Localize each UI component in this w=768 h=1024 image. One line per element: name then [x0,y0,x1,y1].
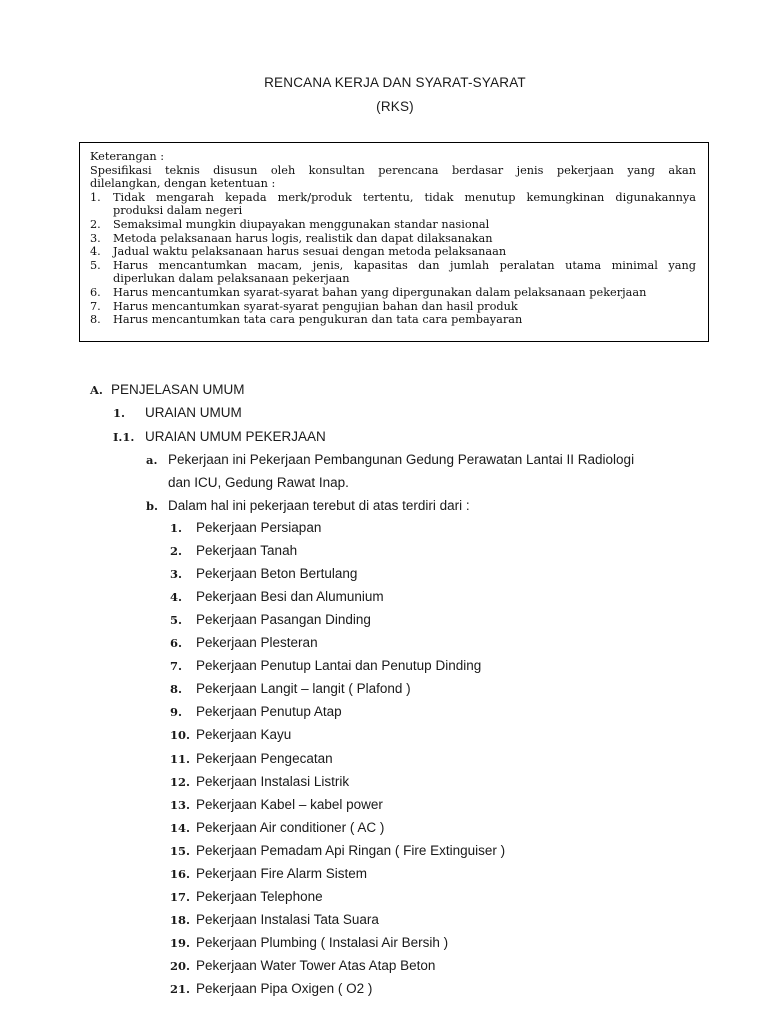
works-item-text: Pekerjaan Penutup Atap [196,704,342,720]
notes-list-item [90,300,696,314]
notes-intro-line1: Spesifikasi teknis disusun oleh konsultan perencana berdasar jenis pekerjaan yang akan [90,163,696,177]
works-item-number: 5. [170,613,183,628]
works-item-number: 7. [170,659,183,674]
works-item-text: Pekerjaan Kabel – kabel power [196,796,383,812]
works-item-number: 13. [170,797,191,812]
subsection-1-1-mark: I.1. [113,430,135,444]
works-item-text: Pekerjaan Pasangan Dinding [196,612,371,628]
works-item-text: Pekerjaan Penutup Lantai dan Penutup Dinding [196,658,482,674]
works-item-number: 14. [170,820,191,835]
subsection-1-title: URAIAN UMUM [145,405,242,420]
notes-list [90,191,696,327]
works-item-text: Pekerjaan Pipa Oxigen ( O2 ) [196,981,373,996]
works-item-text: Pekerjaan Plumbing ( Instalasi Air Bersih ) [196,934,449,950]
point-b-text: Dalam hal ini pekerjaan terebut di atas terdiri dari : [168,498,470,513]
works-item-number: 2. [170,544,183,559]
notes-list-item [90,286,696,300]
notes-item-text: Harus mencantumkan syarat-syarat pengujian bahan dan hasil produk [113,299,518,313]
works-item-text: Pekerjaan Water Tower Atas Atap Beton [196,957,436,973]
works-item-text: Pekerjaan Telephone [196,888,323,904]
document-title: RENCANA KERJA DAN SYARAT-SYARAT [264,75,526,90]
notes-item-text: Semaksimal mungkin diupayakan menggunakan standar nasional [113,217,490,231]
document-subtitle: (RKS) [376,99,414,114]
works-item-text: Pekerjaan Fire Alarm Sistem [196,865,368,881]
works-item-number: 19. [170,935,191,950]
works-item-number: 10. [170,728,191,743]
notes-item-number: 6. [90,285,101,299]
works-item-text: Pekerjaan Instalasi Listrik [196,773,350,789]
notes-item-text: Harus mencantumkan tata cara pengukuran dan tata cara pembayaran [113,313,523,327]
notes-item-text-continued: diperlukan dalam pelaksanaan pekerjaan [113,272,350,286]
works-item-text: Pekerjaan Pengecatan [196,750,333,766]
notes-list-item [90,245,696,259]
works-item-text: Pekerjaan Persiapan [196,520,322,535]
notes-item-text: Harus mencantumkan syarat-syarat bahan yang dipergunakan dalam pelaksanaan pekerjaan [113,285,647,299]
works-item-text: Pekerjaan Plesteran [196,635,318,651]
notes-list-item [90,218,696,232]
works-item-number: 11. [170,751,191,766]
notes-item-number: 5. [90,258,101,272]
works-item-number: 1. [170,521,183,535]
works-item-number: 18. [170,912,191,927]
notes-list-item [90,232,696,246]
works-item-text: Pekerjaan Kayu [196,727,292,743]
works-item-text: Pekerjaan Langit – langit ( Plafond ) [196,681,411,697]
notes-heading: Keterangan : [90,150,165,163]
works-item-text: Pekerjaan Air conditioner ( AC ) [196,819,385,835]
notes-item-text: Metoda pelaksanaan harus logis, realistik dan dapat dilaksanakan [113,231,493,245]
notes-item-text-continued: produksi dalam negeri [113,204,243,218]
notes-list-item [90,259,696,286]
notes-item-number: 1. [90,190,101,204]
notes-item-number: 8. [90,313,101,327]
works-item-number: 6. [170,636,183,651]
point-b-mark: b. [146,499,159,513]
notes-item-number: 7. [90,299,101,313]
notes-intro-line2: dilelangkan, dengan ketentuan : [90,177,276,191]
works-item-number: 9. [170,705,183,720]
section-a-mark: A. [90,383,103,397]
point-a-mark: a. [146,453,158,467]
works-item-number: 16. [170,866,191,881]
notes-box [79,142,709,342]
section-a-title: PENJELASAN UMUM [111,382,245,397]
works-item-number: 15. [170,843,191,858]
works-item-number: 12. [170,774,191,789]
notes-item-number: 2. [90,217,101,231]
notes-list-item [90,313,696,327]
works-item-number: 21. [170,982,191,996]
subsection-1-mark: 1. [113,406,126,420]
works-item-number: 4. [170,590,183,605]
works-item-text: Pekerjaan Instalasi Tata Suara [196,911,379,927]
works-item-number: 8. [170,682,183,697]
works-item-text: Pekerjaan Beton Bertulang [196,566,358,582]
notes-item-text: Tidak mengarah kepada merk/produk tertentu, tidak menutup kemungkinan digunakannya [113,190,696,204]
works-item-number: 3. [170,567,183,582]
notes-item-number: 4. [90,245,101,259]
point-a-text: Pekerjaan ini Pekerjaan Pembangunan Gedung Perawatan Lantai II Radiologi [168,452,635,467]
notes-item-number: 3. [90,231,101,245]
works-item-number: 20. [170,958,191,973]
subsection-1-1-title: URAIAN UMUM PEKERJAAN [145,429,326,444]
works-item-text: Pekerjaan Tanah [196,543,298,559]
notes-item-text: Jadual waktu pelaksanaan harus sesuai dengan metoda pelaksanaan [113,245,507,259]
point-a-text-continued: dan ICU, Gedung Rawat Inap. [168,475,349,490]
notes-list-item [90,191,696,218]
works-item-text: Pekerjaan Besi dan Alumunium [196,589,384,605]
notes-item-text: Harus mencantumkan macam, jenis, kapasitas dan jumlah peralatan utama minimal yang [113,258,696,272]
works-item-text: Pekerjaan Pemadam Api Ringan ( Fire Extinguiser ) [196,842,506,858]
works-item-number: 17. [170,889,191,904]
